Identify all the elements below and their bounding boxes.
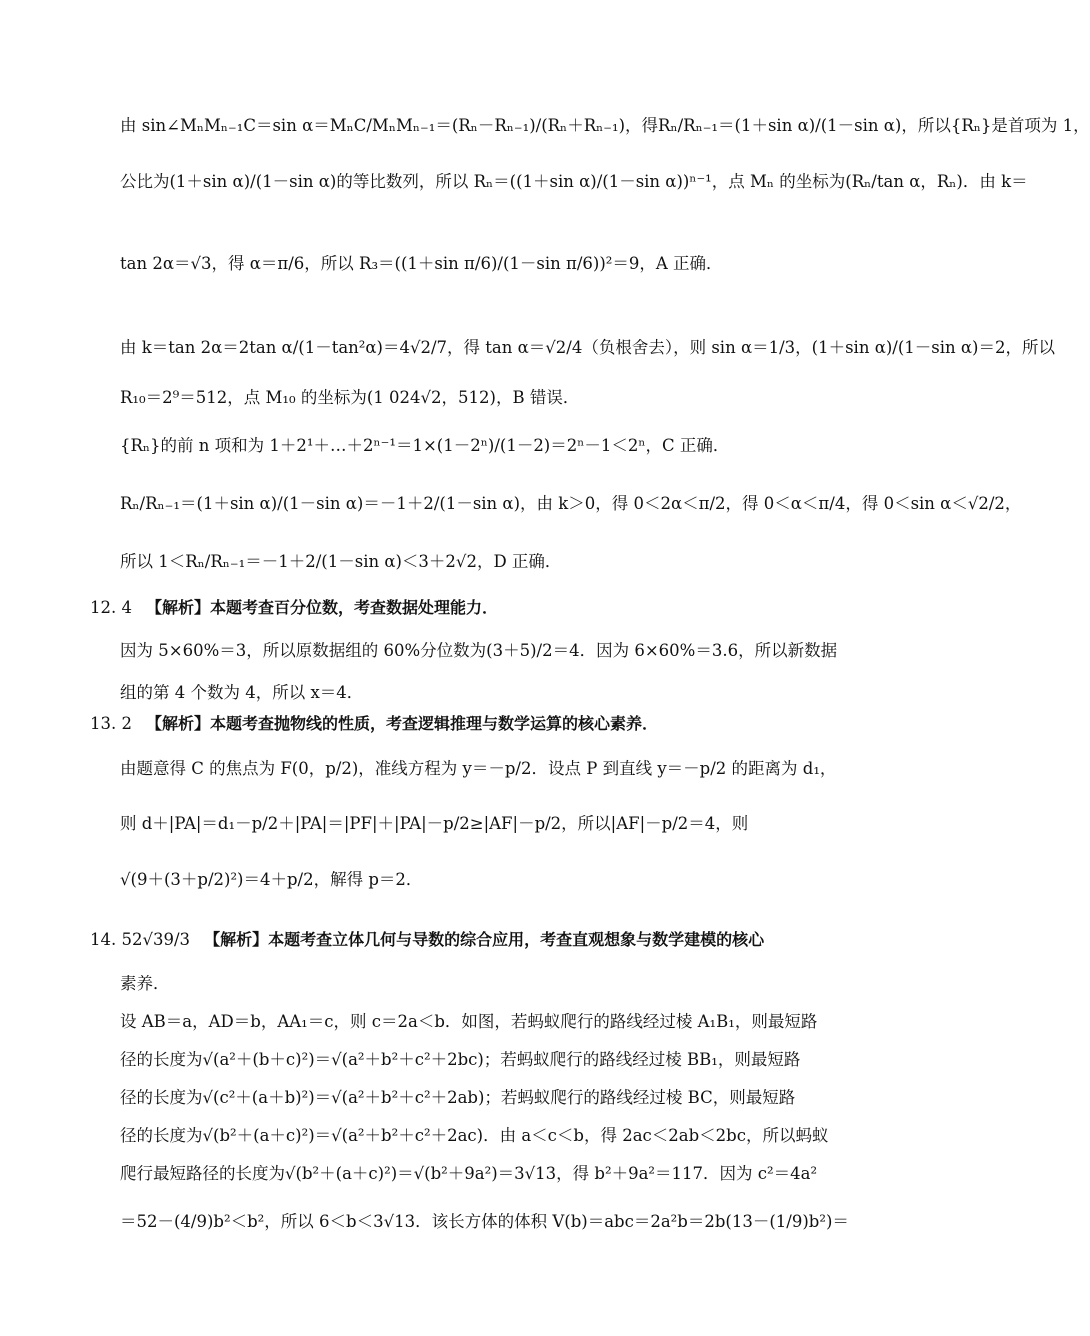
text-line xyxy=(120,554,865,571)
solution-text: ＝52－(4/9)b²＜b²，所以 6＜b＜3√13．该长方体的体积 V(b)＝abc＝2a²b＝2b(13－(1/9)b²)＝ xyxy=(120,1212,849,1231)
solution-text: 由题意得 C 的焦点为 F(0，p/2)，准线方程为 y＝－p/2．设点 P 到直线 y＝－p/2 的距离为 d₁， xyxy=(120,759,837,778)
solution-text: 爬行最短路径的长度为√(b²＋(a＋c)²)＝√(b²＋9a²)＝3√13，得 b²＋9a²＝117．因为 c²＝4a² xyxy=(120,1164,818,1183)
solution-text: 则 d＋|PA|＝d₁－p/2＋|PA|＝|PF|＋|PA|－p/2≥|AF|－p/2，所以|AF|－p/2＝4，则 xyxy=(120,814,749,833)
text-line xyxy=(120,976,865,993)
solution-text: tan 2α＝√3，得 α＝π/6，所以 R₃＝((1＋sin π/6)/(1－sin π/6))²＝9，A 正确． xyxy=(120,254,723,273)
text-line xyxy=(120,685,865,702)
text-line xyxy=(120,1128,865,1145)
text-line xyxy=(120,1014,865,1031)
text-line xyxy=(90,932,865,949)
text-line xyxy=(120,1166,865,1183)
text-line xyxy=(120,816,865,833)
text-line xyxy=(120,338,1055,357)
solution-text: √(9＋(3＋p/2)²)＝4＋p/2，解得 p＝2． xyxy=(120,870,423,889)
text-line xyxy=(120,643,865,660)
solution-text: 设 AB＝a，AD＝b，AA₁＝c，则 c＝2a＜b．如图，若蚂蚁爬行的路线经过棱 A₁B₁，则最短路 xyxy=(120,1012,818,1031)
solution-text: 由 k＝tan 2α＝2tan α/(1－tan²α)＝4√2/7，得 tan α＝√2/4（负根舍去），则 sin α＝1/3，(1＋sin α)/(1－sin α)＝2，所以 xyxy=(120,338,1055,357)
question-number: 12. 4 xyxy=(90,598,132,617)
analysis-heading: 【解析】本题考查百分位数，考查数据处理能力． xyxy=(145,598,498,617)
solution-text: 所以 1＜Rₙ/Rₙ₋₁＝－1＋2/(1－sin α)＜3＋2√2，D 正确． xyxy=(120,552,562,571)
text-line xyxy=(90,716,865,733)
text-line xyxy=(120,256,865,273)
text-line xyxy=(120,390,865,407)
text-line xyxy=(120,172,1028,191)
text-line xyxy=(120,1052,865,1069)
solution-text: 由 sin∠MₙMₙ₋₁C＝sin α＝MₙC/MₙMₙ₋₁＝(Rₙ－Rₙ₋₁)/(Rₙ＋Rₙ₋₁)，得Rₙ/Rₙ₋₁＝(1＋sin α)/(1－sin α)，所以{Rₙ}是首项为 1， xyxy=(120,116,1090,135)
solution-text: 组的第 4 个数为 4，所以 x＝4． xyxy=(120,683,364,702)
text-line xyxy=(120,438,865,455)
question-number: 14. 52√39/3 xyxy=(90,930,191,949)
question-number: 13. 2 xyxy=(90,714,132,733)
text-line xyxy=(120,872,865,889)
solution-text: Rₙ/Rₙ₋₁＝(1＋sin α)/(1－sin α)＝－1＋2/(1－sin α)，由 k＞0，得 0＜2α＜π/2，得 0＜α＜π/4，得 0＜sin α＜√2/2， xyxy=(120,494,1022,513)
solution-text: 因为 5×60%＝3，所以原数据组的 60%分位数为(3＋5)/2＝4．因为 6×60%＝3.6，所以新数据 xyxy=(120,641,838,660)
solution-text: 径的长度为√(b²＋(a＋c)²)＝√(a²＋b²＋c²＋2ac)．由 a＜c＜b，得 2ac＜2ab＜2bc，所以蚂蚁 xyxy=(120,1126,829,1145)
solution-text: {Rₙ}的前 n 项和为 1＋2¹＋…＋2ⁿ⁻¹＝1×(1－2ⁿ)/(1－2)＝2ⁿ－1＜2ⁿ，C 正确． xyxy=(120,436,730,455)
text-line xyxy=(120,761,865,778)
text-line xyxy=(120,1214,865,1231)
solution-text: 素养． xyxy=(120,974,170,993)
solution-text: 径的长度为√(a²＋(b＋c)²)＝√(a²＋b²＋c²＋2bc)；若蚂蚁爬行的路线经过棱 BB₁，则最短路 xyxy=(120,1050,801,1069)
text-line xyxy=(120,494,1022,513)
text-line xyxy=(90,600,865,617)
analysis-heading: 【解析】本题考查抛物线的性质，考查逻辑推理与数学运算的核心素养． xyxy=(145,714,658,733)
text-line xyxy=(120,116,1090,135)
analysis-heading: 【解析】本题考查立体几何与导数的综合应用，考查直观想象与数学建模的核心 xyxy=(204,930,765,949)
text-line xyxy=(120,1090,865,1107)
solution-text: 径的长度为√(c²＋(a＋b)²)＝√(a²＋b²＋c²＋2ab)；若蚂蚁爬行的路线经过棱 BC，则最短路 xyxy=(120,1088,796,1107)
solution-text: R₁₀＝2⁹＝512，点 M₁₀ 的坐标为(1 024√2，512)，B 错误． xyxy=(120,388,580,407)
solution-text: 公比为(1＋sin α)/(1－sin α)的等比数列，所以 Rₙ＝((1＋sin α)/(1－sin α))ⁿ⁻¹，点 Mₙ 的坐标为(Rₙ/tan α，Rₙ)．由 k＝ xyxy=(120,172,1028,191)
